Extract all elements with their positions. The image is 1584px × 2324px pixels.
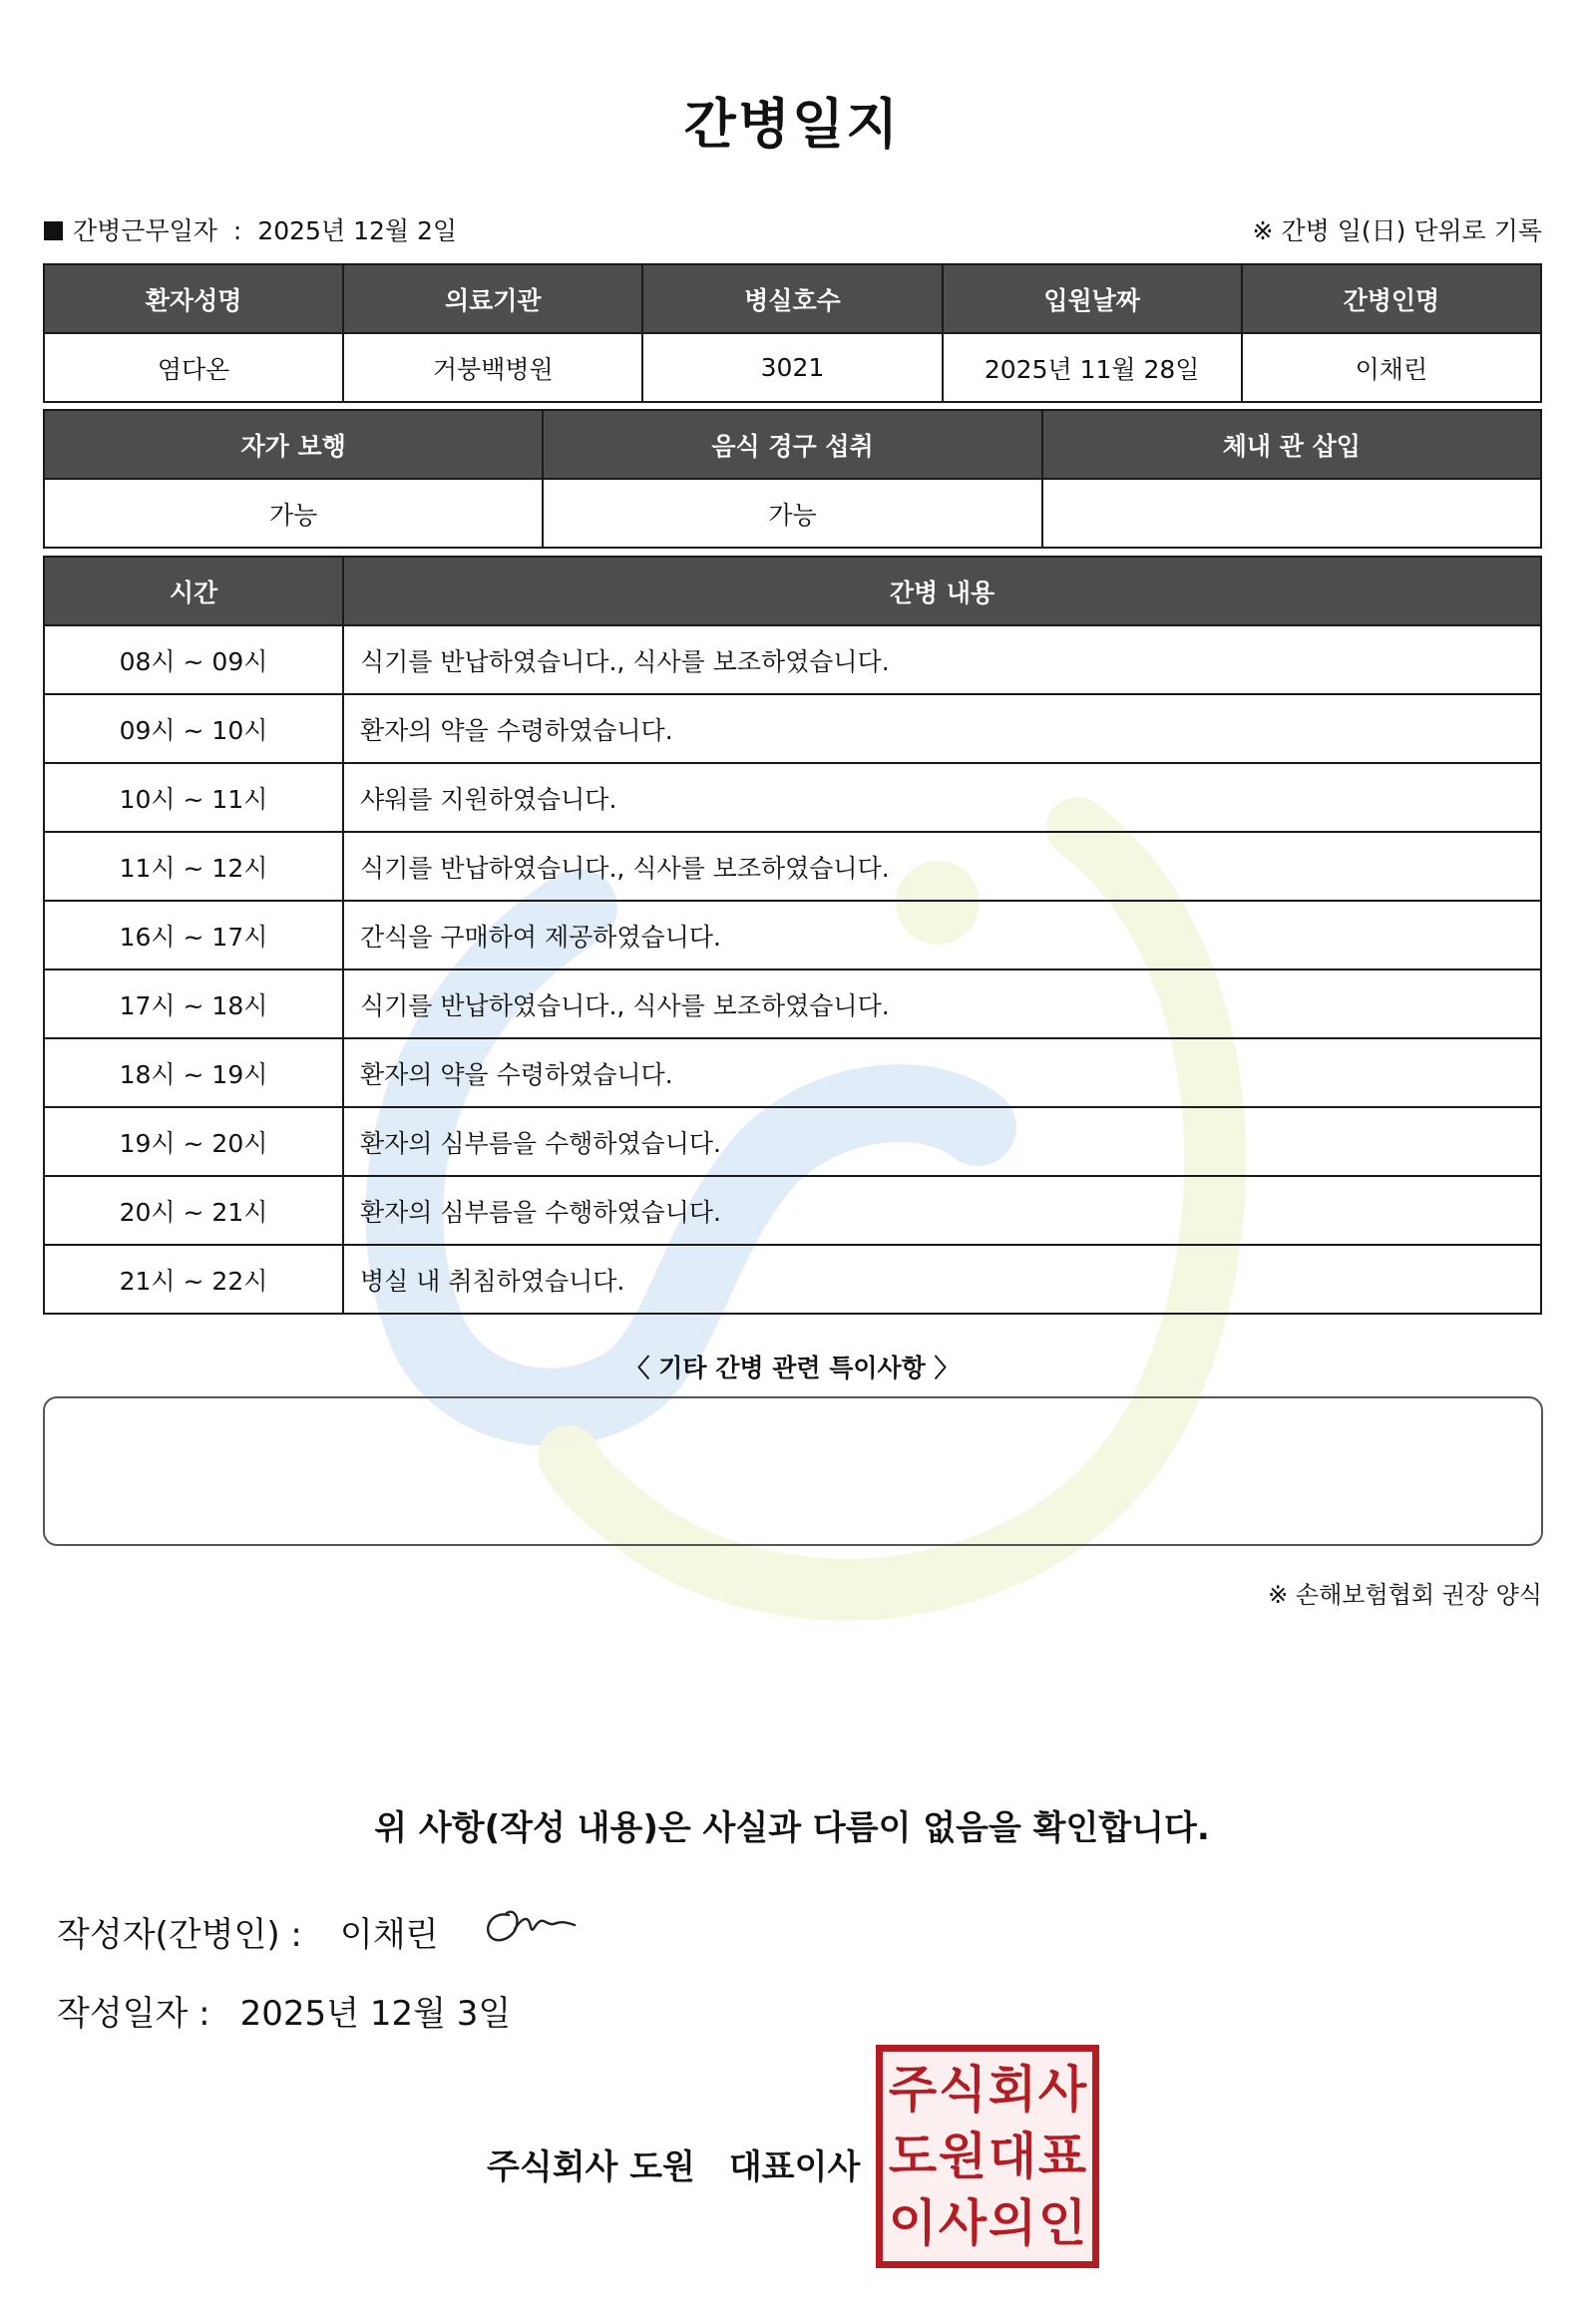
log-time: 10시 ~ 11시: [44, 763, 343, 832]
log-time: 16시 ~ 17시: [44, 901, 343, 969]
log-content: 환자의 약을 수령하였습니다.: [343, 1038, 1541, 1107]
log-content: 환자의 약을 수령하였습니다.: [343, 694, 1541, 763]
care-log-header-row: [44, 557, 1541, 625]
seal-char: 표: [1037, 2127, 1087, 2185]
form-source-note: ※ 손해보험협회 권장 양식: [1268, 1581, 1542, 1609]
seal-char: 사: [938, 2193, 988, 2252]
header-institution: 의료기관: [343, 264, 642, 333]
seal-char: 원: [938, 2127, 988, 2185]
record-unit-note: ※ 간병 일(日) 단위로 기록: [1252, 216, 1542, 245]
institution-name: 거붕백병원: [343, 333, 642, 402]
patient-name: 염다온: [44, 333, 343, 402]
oral-intake-value: 가능: [543, 479, 1041, 548]
special-notes-title: 〈 기타 간병 관련 특이사항 〉: [624, 1354, 960, 1382]
header-patient-name: 환자성명: [44, 264, 343, 333]
header-oral-intake: 음식 경구 섭취: [543, 410, 1041, 479]
company-line: [487, 2139, 860, 2188]
seal-char: 식: [938, 2061, 988, 2120]
tube-insertion-value: [1042, 479, 1541, 548]
seal-text-grid: [888, 2057, 1087, 2256]
header-care-content: 간병 내용: [343, 557, 1541, 625]
written-date-label: 작성일자 :: [57, 1994, 210, 2034]
seal-char: 도: [888, 2127, 938, 2185]
log-time: 19시 ~ 20시: [44, 1107, 343, 1176]
log-time: 21시 ~ 22시: [44, 1245, 343, 1314]
representative-title: 대표이사: [728, 2147, 861, 2187]
patient-status-table: [43, 409, 1542, 549]
seal-char: 사: [1037, 2061, 1087, 2120]
written-date-line: [57, 1986, 511, 2035]
self-walking-value: 가능: [44, 479, 543, 548]
seal-char: 인: [1037, 2193, 1087, 2252]
header-admission-date: 입원날짜: [943, 264, 1242, 333]
company-seal-stamp: [876, 2045, 1099, 2268]
seal-char: 회: [988, 2061, 1037, 2120]
page-title: 간병일지: [683, 93, 901, 156]
writer-name: 이채린: [339, 1915, 439, 1955]
header-self-walking: 자가 보행: [44, 410, 543, 479]
header-room-number: 병실호수: [642, 264, 942, 333]
patient-info-value-row: [44, 333, 1541, 402]
table-row: [44, 694, 1541, 763]
care-date-value: 2025년 12월 2일: [257, 216, 458, 245]
seal-char: 이: [888, 2193, 938, 2252]
log-time: 09시 ~ 10시: [44, 694, 343, 763]
confirmation-statement: 위 사항(작성 내용)은 사실과 다름이 없음을 확인합니다.: [374, 1808, 1210, 1848]
header-time: 시간: [44, 557, 343, 625]
seal-char: 주: [888, 2061, 938, 2120]
log-time: 11시 ~ 12시: [44, 832, 343, 901]
log-time: 18시 ~ 19시: [44, 1038, 343, 1107]
seal-char: 대: [988, 2127, 1037, 2185]
signature-image: [479, 1901, 579, 1951]
table-row: [44, 1176, 1541, 1245]
log-content: 식기를 반납하였습니다., 식사를 보조하였습니다.: [343, 969, 1541, 1038]
table-row: [44, 832, 1541, 901]
log-content: 환자의 심부름을 수행하였습니다.: [343, 1176, 1541, 1245]
square-bullet-icon: [44, 221, 63, 240]
log-content: 샤워를 지원하였습니다.: [343, 763, 1541, 832]
writer-label: 작성자(간병인) :: [57, 1915, 302, 1955]
written-date-value: 2025년 12월 3일: [239, 1994, 512, 2034]
writer-line: [57, 1907, 438, 1956]
log-content: 환자의 심부름을 수행하였습니다.: [343, 1107, 1541, 1176]
company-name: 주식회사 도원: [487, 2147, 695, 2187]
log-content: 병실 내 취침하였습니다.: [343, 1245, 1541, 1314]
caregiver-name: 이채린: [1242, 333, 1541, 402]
table-row: [44, 763, 1541, 832]
log-content: 간식을 구매하여 제공하였습니다.: [343, 901, 1541, 969]
header-caregiver-name: 간병인명: [1242, 264, 1541, 333]
log-time: 08시 ~ 09시: [44, 625, 343, 694]
log-time: 20시 ~ 21시: [44, 1176, 343, 1245]
patient-status-value-row: [44, 479, 1541, 548]
table-row: [44, 1107, 1541, 1176]
care-date-separator: :: [232, 216, 242, 245]
room-number: 3021: [642, 333, 942, 402]
patient-status-header-row: [44, 410, 1541, 479]
header-tube-insertion: 체내 관 삽입: [1042, 410, 1541, 479]
special-notes-box: [43, 1396, 1543, 1546]
admission-date: 2025년 11월 28일: [943, 333, 1242, 402]
table-row: [44, 969, 1541, 1038]
care-date-line: [44, 211, 457, 247]
table-row: [44, 901, 1541, 969]
patient-info-header-row: [44, 264, 1541, 333]
patient-info-table: [43, 263, 1542, 403]
table-row: [44, 1038, 1541, 1107]
table-row: [44, 1245, 1541, 1314]
table-row: [44, 625, 1541, 694]
seal-char: 의: [988, 2193, 1037, 2252]
log-content: 식기를 반납하였습니다., 식사를 보조하였습니다.: [343, 625, 1541, 694]
care-date-label: 간병근무일자: [73, 216, 217, 245]
log-content: 식기를 반납하였습니다., 식사를 보조하였습니다.: [343, 832, 1541, 901]
log-time: 17시 ~ 18시: [44, 969, 343, 1038]
care-log-table: [43, 556, 1542, 1315]
